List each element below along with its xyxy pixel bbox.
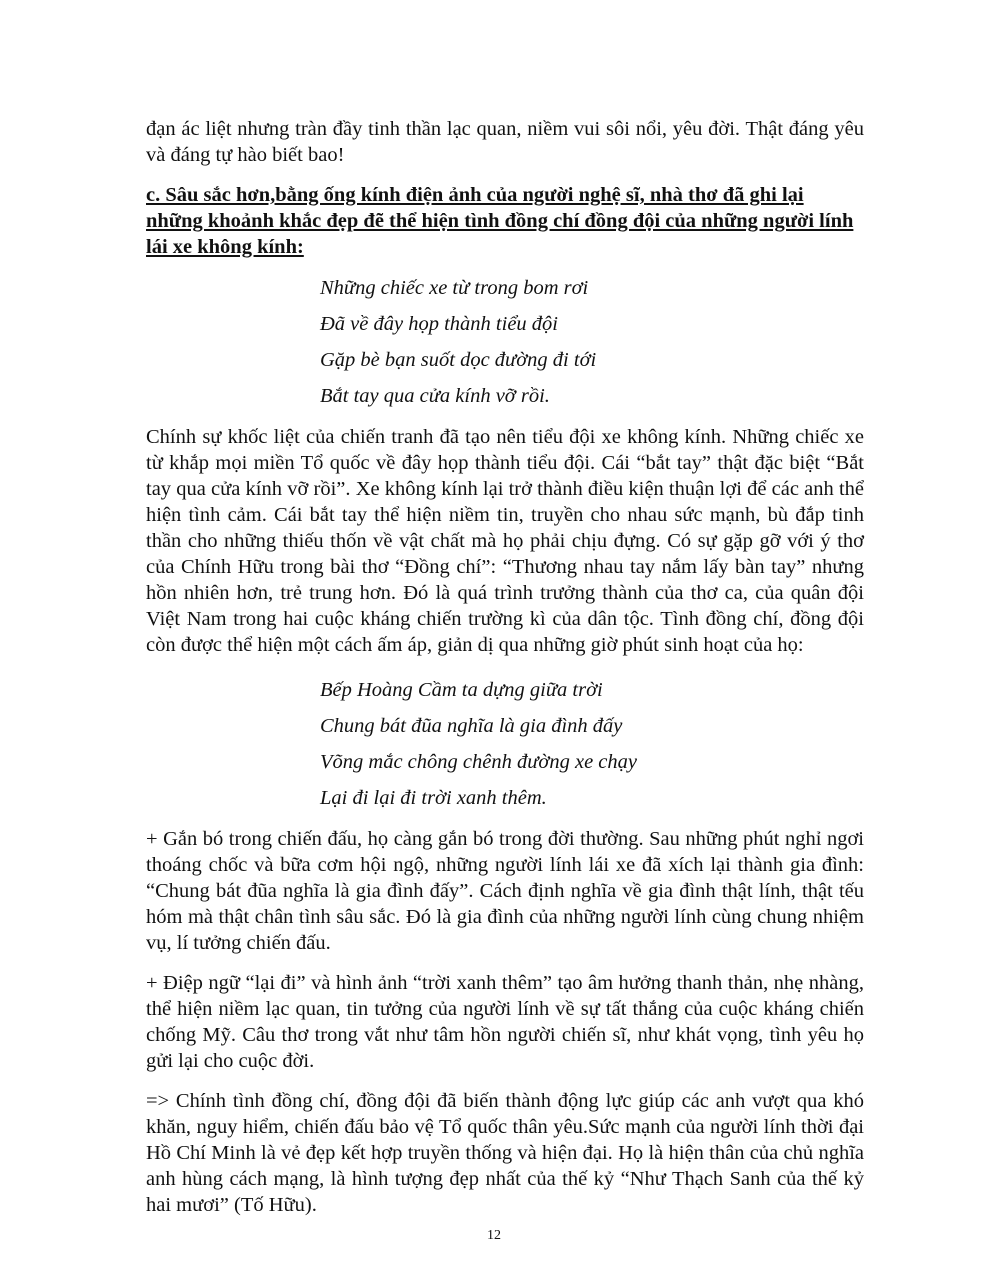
analysis-paragraph-1: Chính sự khốc liệt của chiến tranh đã tạo nên tiểu đội xe không kính. Những chiếc xe từ khắp mọi miền Tổ quốc về đây họp thành tiểu đội. Cái “bắt tay” thật đặc biệt “Bắt tay qua cửa kính vỡ rồi”. Xe không kính lại trở thành điều kiện thuận lợi để các anh thể hiện tình cảm. Cái bắt tay thể hiện niềm tin, truyền cho nhau sức mạnh, bù đắp tinh thần cho những thiếu thốn về vật chất mà họ phải chịu đựng. Có sự gặp gỡ với ý thơ của Chính Hữu trong bài thơ “Đồng chí”: “Thương nhau tay nắm lấy bàn tay” nhưng hồn nhiên hơn, trẻ trung hơn. Đó là quá trình trưởng thành của thơ ca, của quân đội Việt Nam trong hai cuộc kháng chiến trường kì của dân tộc. Tình đồng chí, đồng đội còn được thể hiện một cách ấm áp, giản dị qua những giờ phút sinh hoạt của họ: (146, 426, 864, 656)
analysis-paragraph-2: + Gắn bó trong chiến đấu, họ càng gắn bó trong đời thường. Sau những phút nghỉ ngơi thoáng chốc và bữa cơm hội ngộ, những người lính lái xe đã xích lại thành gia đình: “Chung bát đũa nghĩa là gia đình đấy”. Cách định nghĩa về gia đình thật lính, thật tếu hóm mà thật chân tình sâu sắc. Đó là gia đình của những người lính cùng chung nhiệm vụ, lí tưởng chiến đấu. (146, 828, 864, 954)
intro-paragraph: đạn ác liệt nhưng tràn đầy tinh thần lạc quan, niềm vui sôi nổi, yêu đời. Thật đáng yêu và đáng tự hào biết bao! (146, 118, 864, 166)
page-number: 12 (487, 1228, 501, 1243)
analysis-paragraph-3: + Điệp ngữ “lại đi” và hình ảnh “trời xanh thêm” tạo âm hưởng thanh thản, nhẹ nhàng, thể hiện niềm lạc quan, tin tưởng của người lính về sự tất thắng của cuộc kháng chiến chống Mỹ. Câu thơ trong vắt như tâm hồn người chiến sĩ, như khát vọng, tình yêu họ gửi lại cho cuộc đời. (146, 972, 864, 1072)
poem-line: Gặp bè bạn suốt dọc đường đi tới (320, 349, 597, 371)
poem-line: Đã về đây họp thành tiểu đội (320, 313, 558, 335)
poem-line: Bắt tay qua cửa kính vỡ rồi. (320, 385, 550, 407)
poem-line: Lại đi lại đi trời xanh thêm. (320, 787, 547, 809)
poem-line: Võng mắc chông chênh đường xe chạy (320, 751, 637, 773)
poem-excerpt-2 (320, 672, 864, 816)
poem-line: Những chiếc xe từ trong bom rơi (320, 277, 589, 299)
poem-line: Bếp Hoàng Cầm ta dựng giữa trời (320, 679, 603, 701)
section-heading: c. Sâu sắc hơn,bằng ống kính điện ảnh của người nghệ sĩ, nhà thơ đã ghi lại những khoảnh khắc đẹp đẽ thể hiện tình đồng chí đồng đội của những người lính lái xe không kính: (146, 184, 854, 258)
conclusion-paragraph: => Chính tình đồng chí, đồng đội đã biến thành động lực giúp các anh vượt qua khó khăn, nguy hiểm, chiến đấu bảo vệ Tổ quốc thân yêu.Sức mạnh của người lính thời đại Hồ Chí Minh là vẻ đẹp kết hợp truyền thống và hiện đại. Họ là hiện thân của chủ nghĩa anh hùng cách mạng, là hình tượng đẹp nhất của thế kỷ “Như Thạch Sanh của thế kỷ hai mươi” (Tố Hữu). (146, 1090, 864, 1216)
poem-line: Chung bát đũa nghĩa là gia đình đấy (320, 715, 623, 737)
poem-excerpt-1 (320, 270, 864, 414)
